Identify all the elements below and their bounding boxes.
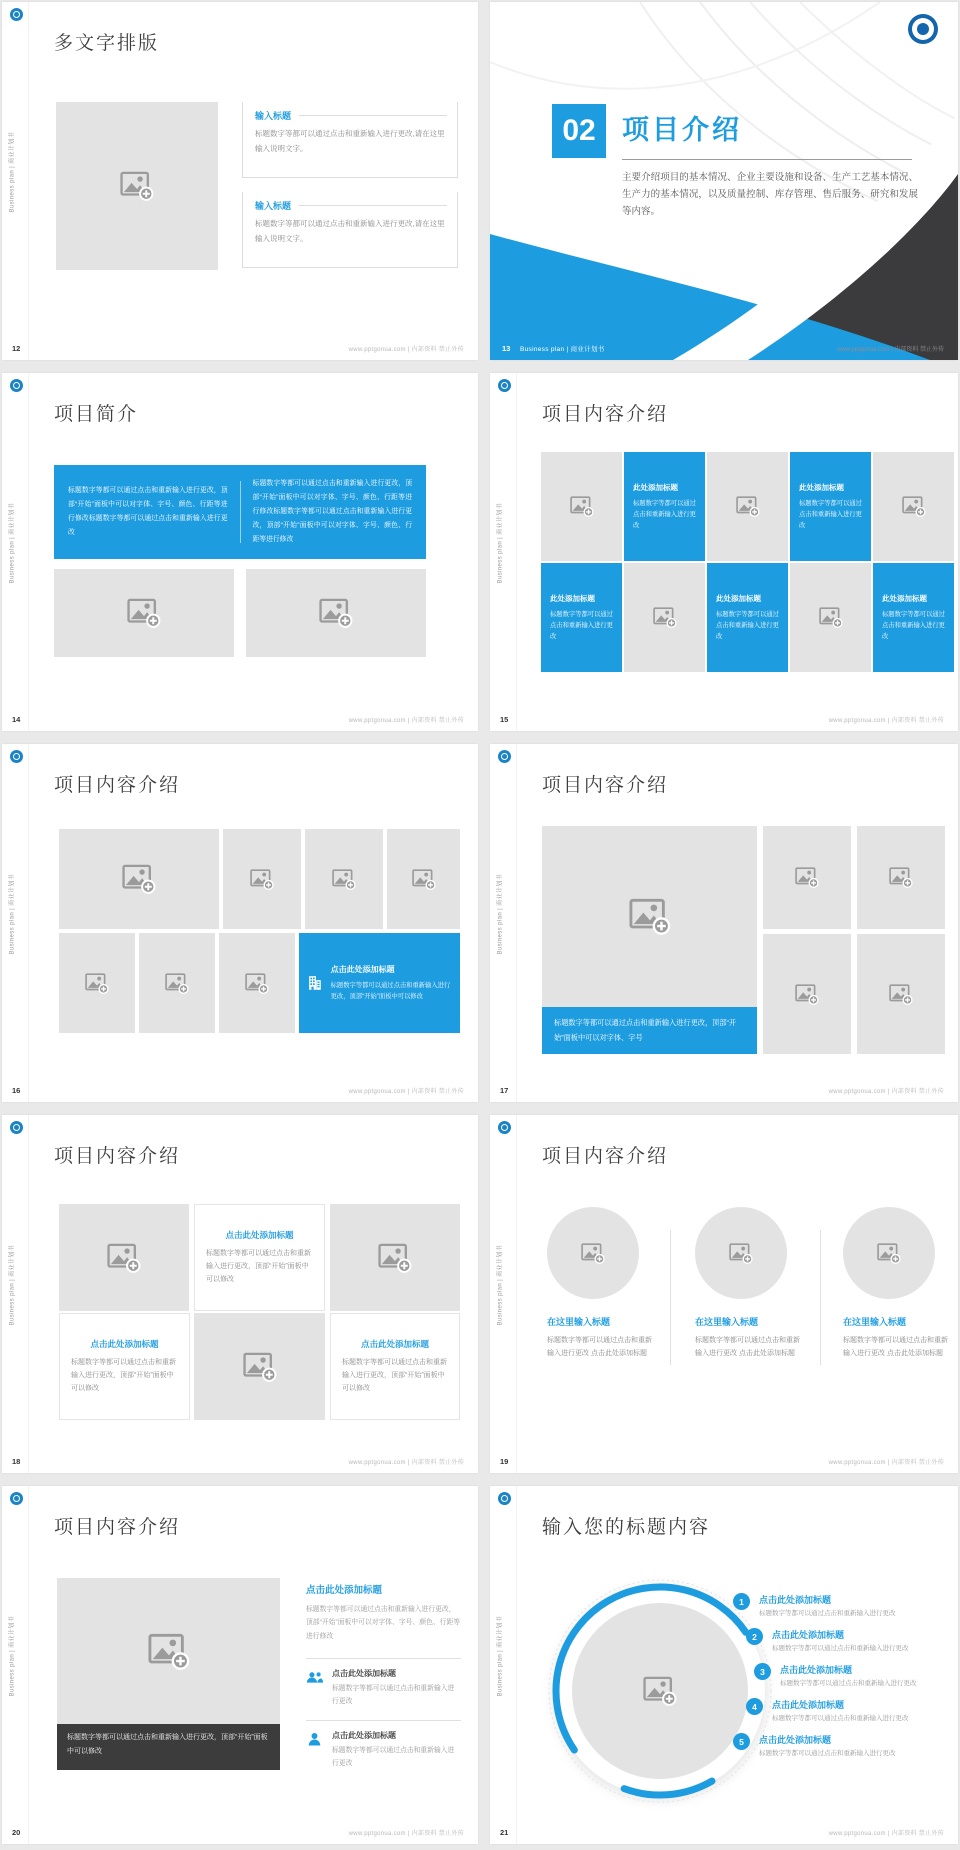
tile-body: 标题数字等都可以通过点击和重新输入进行更改，顶部“开始”面板中可以修改: [330, 981, 451, 1000]
footer-url: www.pptgonua.com | 内部资料 禁止外传: [348, 718, 464, 724]
logo-icon: [10, 750, 23, 763]
item-title: 点击此处添加标题: [332, 1669, 396, 1678]
card-title: 点击此处添加标题: [225, 1229, 294, 1240]
item-body: 标题数字等都可以通过点击和重新输入进行更改: [332, 1747, 455, 1767]
item-body: 标题数字等都可以通过点击和重新输入进行更改: [780, 1680, 917, 1687]
blue-tile: [790, 452, 871, 561]
tile-title: 此处添加标题: [716, 593, 761, 603]
image-placeholder: [857, 826, 945, 929]
slide-title: 项目内容介绍: [542, 775, 669, 796]
image-placeholder: [194, 1313, 325, 1420]
slide-19-thumbnail[interactable]: [490, 1115, 958, 1473]
footer-url: www.pptgonua.com | 内部资料 禁止外传: [828, 1460, 944, 1466]
side-brand-text: Business plan | 商业计划书: [497, 502, 504, 584]
list-item: [306, 1668, 461, 1709]
building-icon: [308, 969, 322, 997]
number-badge: 4: [746, 1698, 763, 1715]
section-number: 02: [552, 104, 606, 158]
side-brand-text: Business plan | 商业计划书: [9, 502, 16, 584]
text-block: [242, 102, 458, 178]
logo-icon: [498, 750, 511, 763]
slide-12-thumbnail[interactable]: [2, 2, 478, 360]
image-placeholder-icon: [332, 869, 356, 890]
page-number: 17: [500, 1086, 509, 1095]
footer-url: www.pptgonua.com | 内部资料 禁止外传: [348, 1831, 464, 1837]
image-placeholder-icon: [819, 607, 843, 628]
image-placeholder: [246, 569, 426, 657]
logo-icon: [498, 1492, 511, 1505]
tile-body: 标题数字等都可以通过点击和重新输入进行更改: [716, 610, 779, 640]
text-block: [242, 192, 458, 268]
feature-column: [695, 1315, 801, 1361]
card-body: 标题数字等都可以通过点击和重新输入进行更改，顶部“开始”面板中可以修改: [342, 1358, 447, 1393]
blue-tile: [707, 563, 788, 672]
image-placeholder: [387, 829, 460, 929]
footer-url: www.pptgonua.com | 内部资料 禁止外传: [828, 1831, 944, 1837]
item-title: 点击此处添加标题: [332, 1731, 396, 1740]
column-body: 标题数字等都可以通过点击和重新输入进行更改 点击此处添加标题: [547, 1337, 652, 1358]
footer-url: www.pptgonua.com | 内部资料 禁止外传: [348, 1089, 464, 1095]
footer-url: www.pptgonua.com | 内部资料 禁止外传: [828, 1089, 944, 1095]
page-number: 19: [500, 1457, 509, 1466]
item-title: 点击此处添加标题: [759, 1595, 832, 1605]
image-placeholder: [624, 563, 705, 672]
item-title: 点击此处添加标题: [772, 1700, 845, 1710]
image-placeholder-icon: [245, 973, 269, 994]
page-number: 13: [502, 344, 511, 353]
side-brand-text: Business plan | 商业计划书: [9, 131, 16, 213]
section-description: 主要介绍项目的基本情况、企业主要设施和设备、生产工艺基本情况、生产力的基本情况，以及质量控制、库存管理、售后服务、研究和发展等内容。: [622, 172, 918, 218]
blue-tile: [873, 563, 954, 672]
caption-text: 标题数字等都可以通过点击和重新输入进行更改，顶部“开始”面板中可以对字体、字号: [554, 1018, 737, 1042]
slide-title: 项目内容介绍: [54, 1146, 181, 1167]
image-placeholder: [695, 1207, 787, 1299]
item-body: 标题数字等都可以通过点击和重新输入进行更改: [759, 1610, 896, 1617]
slide-17-thumbnail[interactable]: [490, 744, 958, 1102]
item-title: 点击此处添加标题: [759, 1735, 832, 1745]
banner-text-right: 标题数字等都可以通过点击和重新输入进行更改，顶部“开始”面板中可以对字体、字号、颜色、行距等进行修改标题数字等都可以通过点击和重新输入进行更改，顶部“开始”面板中可以对字体、字号、颜色、行距等进行修改: [252, 480, 412, 543]
numbered-item: [733, 1733, 938, 1759]
user-icon: [308, 1732, 321, 1746]
slide-title: 项目内容介绍: [542, 1146, 669, 1167]
slide-title: 项目内容介绍: [542, 404, 669, 425]
logo-icon: [10, 1121, 23, 1134]
slide-18-thumbnail[interactable]: [2, 1115, 478, 1473]
card-body: 标题数字等都可以通过点击和重新输入进行更改，顶部“开始”面板中可以修改: [206, 1249, 311, 1284]
logo-icon: [10, 1492, 23, 1505]
logo-icon: [10, 379, 23, 392]
column-title: 在这里输入标题: [547, 1317, 611, 1327]
image-placeholder: [59, 1204, 189, 1311]
image-placeholder: [59, 933, 135, 1033]
image-placeholder: [547, 1207, 639, 1299]
logo-icon: [498, 1121, 511, 1134]
footer-url: www.pptgonua.com | 内部资料 禁止外传: [348, 1460, 464, 1466]
number-badge: 3: [754, 1663, 771, 1680]
image-placeholder-icon: [378, 1243, 412, 1273]
slide-15-thumbnail[interactable]: [490, 373, 958, 731]
text-card: [194, 1204, 325, 1311]
image-placeholder-icon: [122, 864, 156, 894]
slide-21-thumbnail[interactable]: [490, 1486, 958, 1844]
tile-body: 标题数字等都可以通过点击和重新输入进行更改: [799, 499, 862, 529]
image-placeholder-icon: [165, 973, 189, 994]
block-title: 输入标题: [255, 199, 447, 212]
image-placeholder-icon: [877, 1243, 901, 1264]
side-brand-text: Business plan | 商业计划书: [497, 1615, 504, 1697]
image-placeholder-icon: [736, 496, 760, 517]
column-title: 在这里输入标题: [695, 1317, 759, 1327]
slide-title: 项目简介: [54, 404, 139, 425]
intro-block: [306, 1582, 461, 1643]
text-card: [59, 1313, 190, 1420]
number-badge: 1: [733, 1593, 750, 1610]
image-placeholder-icon: [120, 171, 154, 201]
block-body: 标题数字等都可以通过点击和重新输入进行更改,请在这里输入说明文字。: [255, 129, 445, 153]
image-placeholder: [843, 1207, 935, 1299]
blue-tile: [624, 452, 705, 561]
image-placeholder-icon: [889, 984, 913, 1005]
tile-title: 此处添加标题: [550, 593, 595, 603]
numbered-item: [733, 1593, 938, 1619]
blue-tile: [541, 563, 622, 672]
image-placeholder-icon: [729, 1243, 753, 1264]
image-placeholder: [57, 1578, 280, 1724]
column-body: 标题数字等都可以通过点击和重新输入进行更改 点击此处添加标题: [843, 1337, 948, 1358]
number-badge: 2: [746, 1628, 763, 1645]
image-placeholder: [219, 933, 295, 1033]
blue-text-banner: [54, 465, 426, 559]
page-number: 16: [12, 1086, 21, 1095]
blue-feature-tile: [299, 933, 460, 1033]
item-body: 标题数字等都可以通过点击和重新输入进行更改: [772, 1645, 909, 1652]
card-title: 点击此处添加标题: [360, 1338, 429, 1349]
tile-title: 此处添加标题: [633, 482, 678, 492]
image-placeholder: [763, 934, 851, 1054]
list-item: [306, 1730, 461, 1771]
page-number: 15: [500, 715, 509, 724]
page-number: 20: [12, 1828, 21, 1837]
page-number: 12: [12, 344, 21, 353]
side-brand-text: Business plan | 商业计划书: [9, 1615, 16, 1697]
image-placeholder: [763, 826, 851, 929]
item-title: 点击此处添加标题: [780, 1665, 853, 1675]
section-title: 项目介绍: [622, 115, 742, 145]
image-placeholder-icon: [85, 973, 109, 994]
image-placeholder: [223, 829, 301, 929]
page-number: 21: [500, 1828, 509, 1837]
tile-title: 点击此处添加标题: [330, 964, 395, 974]
slide-title: 多文字排版: [54, 33, 160, 54]
side-brand-text: Business plan | 商业计划书: [9, 873, 16, 955]
image-placeholder-icon: [243, 1352, 277, 1382]
banner-text-left: 标题数字等都可以通过点击和重新输入进行更改，顶部“开始”面板中可以对字体、字号、颜色、行距等进行修改标题数字等都可以通过点击和重新输入进行更改: [68, 487, 228, 536]
image-placeholder: [59, 829, 219, 929]
image-caption: [542, 1007, 757, 1054]
image-placeholder-icon: [795, 984, 819, 1005]
image-caption-dark: 标题数字等都可以通过点击和重新输入进行更改，顶部“开始”面板中可以修改: [57, 1724, 280, 1770]
feature-column: [547, 1315, 653, 1361]
item-title: 点击此处添加标题: [772, 1630, 845, 1640]
block-title: 输入标题: [255, 109, 447, 122]
column-body: 标题数字等都可以通过点击和重新输入进行更改 点击此处添加标题: [695, 1337, 800, 1358]
tile-title: 此处添加标题: [882, 593, 927, 603]
image-placeholder-icon: [889, 867, 913, 888]
page-number: 18: [12, 1457, 21, 1466]
image-placeholder-icon: [581, 1243, 605, 1264]
footer-url: www.pptgonua.com | 内部资料 禁止外传: [837, 347, 944, 353]
numbered-item: [746, 1628, 951, 1654]
slide-title: 输入您的标题内容: [542, 1517, 711, 1538]
footer-url: www.pptgonua.com | 内部资料 禁止外传: [348, 347, 464, 353]
numbered-item: [746, 1698, 951, 1724]
card-title: 点击此处添加标题: [90, 1338, 159, 1349]
company-logo-icon: [908, 14, 938, 44]
page-number: 14: [12, 715, 21, 724]
item-body: 标题数字等都可以通过点击和重新输入进行更改: [772, 1715, 909, 1722]
image-placeholder: [541, 452, 622, 561]
slide-title: 项目内容介绍: [54, 775, 181, 796]
image-placeholder-icon: [653, 607, 677, 628]
image-placeholder-icon: [319, 598, 353, 628]
intro-body: 标题数字等都可以通过点击和重新输入进行更改，顶部“开始”面板中可以对字体、字号、颜色、行距等进行修改: [306, 1606, 461, 1640]
logo-icon: [10, 8, 23, 21]
image-placeholder-icon: [250, 869, 274, 890]
image-placeholder: [54, 569, 234, 657]
tile-body: 标题数字等都可以通过点击和重新输入进行更改: [882, 610, 945, 640]
logo-icon: [498, 379, 511, 392]
image-placeholder: [139, 933, 215, 1033]
slide-16-thumbnail[interactable]: [2, 744, 478, 1102]
numbered-item: [754, 1663, 958, 1689]
tile-title: 此处添加标题: [799, 482, 844, 492]
image-placeholder: [873, 452, 954, 561]
side-brand-text: Business plan | 商业计划书: [9, 1244, 16, 1326]
users-icon: [306, 1670, 323, 1685]
image-placeholder-icon: [795, 867, 819, 888]
text-card: [330, 1313, 460, 1420]
feature-column: [843, 1315, 949, 1361]
image-placeholder-icon: [148, 1633, 190, 1670]
image-placeholder-icon: [629, 898, 671, 935]
tile-body: 标题数字等都可以通过点击和重新输入进行更改: [550, 610, 613, 640]
image-placeholder: [790, 563, 871, 672]
block-body: 标题数字等都可以通过点击和重新输入进行更改,请在这里输入说明文字。: [255, 219, 445, 243]
slide-14-thumbnail[interactable]: [2, 373, 478, 731]
slide-20-thumbnail[interactable]: [2, 1486, 478, 1844]
image-placeholder: [857, 934, 945, 1054]
number-badge: 5: [733, 1733, 750, 1750]
side-brand-text: Business plan | 商业计划书: [497, 873, 504, 955]
slide-13-thumbnail[interactable]: [490, 2, 958, 360]
image-placeholder-icon: [127, 598, 161, 628]
tile-body: 标题数字等都可以通过点击和重新输入进行更改: [633, 499, 696, 529]
image-placeholder-icon: [902, 496, 926, 517]
image-placeholder: [56, 102, 218, 270]
item-body: 标题数字等都可以通过点击和重新输入进行更改: [759, 1750, 896, 1757]
slide-title: 项目内容介绍: [54, 1517, 181, 1538]
image-placeholder-icon: [107, 1243, 141, 1273]
intro-title: 点击此处添加标题: [306, 1585, 383, 1596]
image-placeholder-icon: [412, 869, 436, 890]
image-placeholder: [330, 1204, 460, 1311]
image-placeholder: [707, 452, 788, 561]
image-placeholder: [305, 829, 383, 929]
footer-brand: Business plan | 商业计划书: [520, 346, 605, 353]
side-brand-text: Business plan | 商业计划书: [497, 1244, 504, 1326]
column-title: 在这里输入标题: [843, 1317, 907, 1327]
image-placeholder-icon: [570, 496, 594, 517]
item-body: 标题数字等都可以通过点击和重新输入进行更改: [332, 1685, 455, 1705]
footer-url: www.pptgonua.com | 内部资料 禁止外传: [828, 718, 944, 724]
card-body: 标题数字等都可以通过点击和重新输入进行更改，顶部“开始”面板中可以修改: [71, 1358, 176, 1393]
image-placeholder: [542, 826, 757, 1007]
